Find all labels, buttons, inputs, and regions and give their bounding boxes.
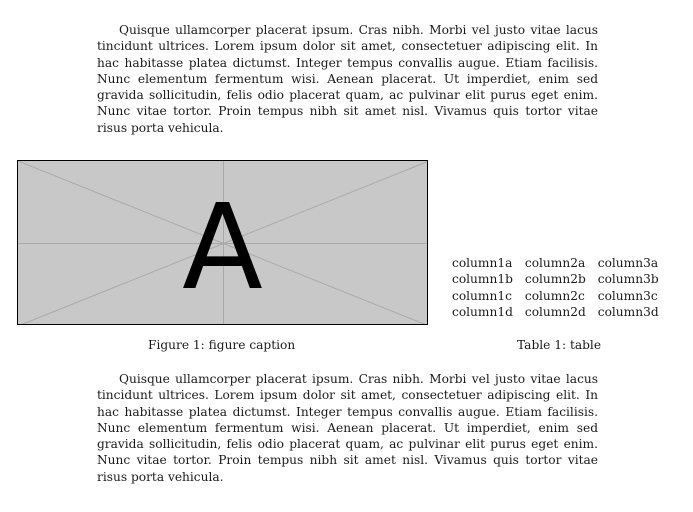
table-cell: column2b	[524, 272, 586, 287]
table-cell: column3b	[597, 272, 659, 287]
table-cell: column3c	[597, 288, 658, 303]
table-cell: column1d	[452, 304, 513, 319]
placeholder-letter: A	[182, 177, 263, 316]
table-row	[446, 304, 665, 320]
table-cell: column2d	[524, 304, 586, 319]
table-cell: column3d	[597, 304, 659, 319]
figure-caption: Figure 1: figure caption	[148, 338, 296, 352]
figure-placeholder-image	[17, 160, 428, 325]
table-row	[446, 255, 665, 271]
table-cell: column1c	[452, 288, 512, 303]
table-row	[446, 271, 665, 287]
table-row	[446, 288, 665, 304]
table-caption: Table 1: table	[517, 338, 602, 352]
table-cell: column1b	[452, 272, 513, 287]
data-table	[446, 255, 665, 320]
table-cell: column2a	[524, 256, 586, 270]
table-cell: column2c	[524, 288, 585, 303]
table-cell: column1a	[452, 256, 513, 270]
body-paragraph-bottom: Quisque ullamcorper placerat ipsum. Cras nibh. Morbi vel justo vitae lacus tincidunt ultrices. Lorem ipsum dolor sit amet, consectetuer adipiscing elit. In hac habitasse platea dictumst. Integer tempus convallis augue. Etiam facilisis. Nunc elementum fermentum wisi. Aenean placerat. Ut imperdiet, enim sed gravida sollicitudin, felis odio placerat quam, ac pulvinar elit purus eget enim. Nunc vitae tortor. Proin tempus nibh sit amet nisl. Vivamus quis tortor vitae risus porta vehicula.	[97, 372, 598, 484]
table-cell: column3a	[597, 256, 659, 270]
body-paragraph-top: Quisque ullamcorper placerat ipsum. Cras nibh. Morbi vel justo vitae lacus tincidunt ultrices. Lorem ipsum dolor sit amet, consectetuer adipiscing elit. In hac habitasse platea dictumst. Integer tempus convallis augue. Etiam facilisis. Nunc elementum fermentum wisi. Aenean placerat. Ut imperdiet, enim sed gravida sollicitudin, felis odio placerat quam, ac pulvinar elit purus eget enim. Nunc vitae tortor. Proin tempus nibh sit amet nisl. Vivamus quis tortor vitae risus porta vehicula.	[97, 23, 598, 135]
